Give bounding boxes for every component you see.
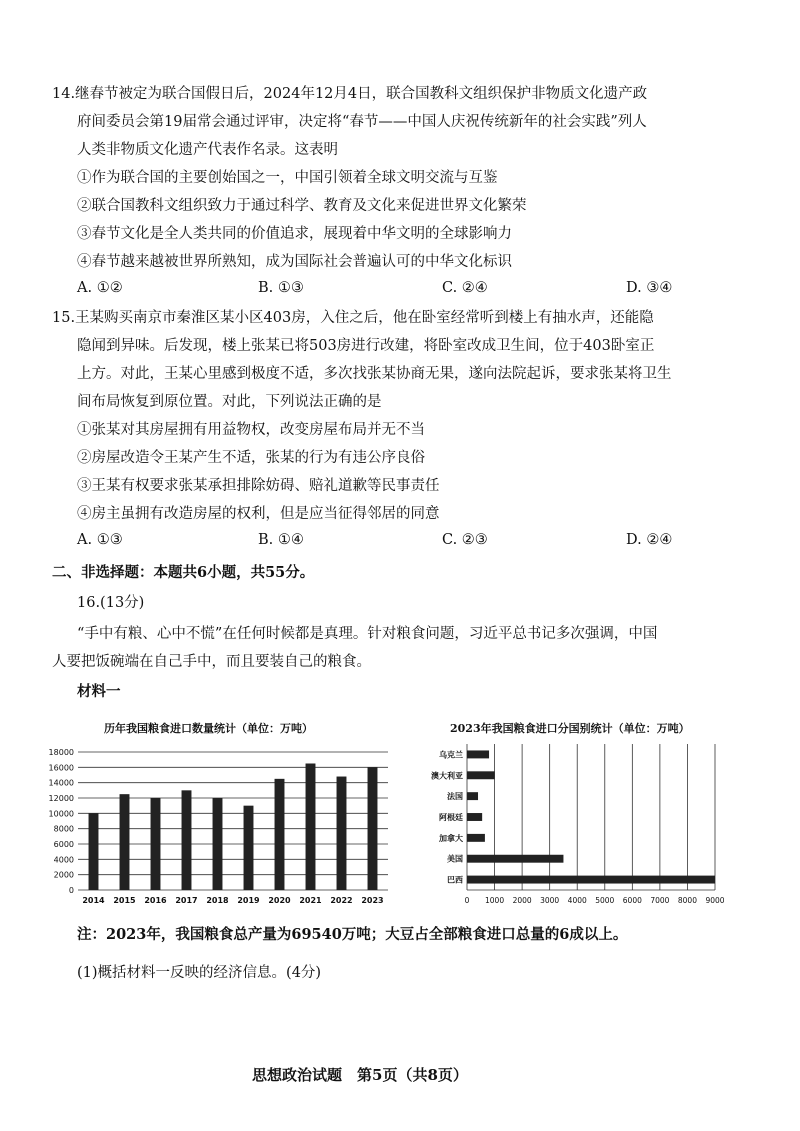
q14-option-a[interactable]: A. ①②: [77, 280, 123, 296]
chart1-y-tick-label: 4000: [53, 855, 74, 865]
chart2-y-tick-label: 澳大利亚: [431, 771, 463, 781]
q15-item-1: ①张某对其房屋拥有用益物权，改变房屋布局并无不当: [77, 422, 425, 438]
chart1-y-tick-label: 16000: [48, 763, 74, 773]
q16-intro-1: “手中有粮、心中不慌”在任何时候都是真理。针对粮食问题，习近平总书记多次强调，中国: [77, 626, 658, 642]
chart1-bar-2023: [368, 767, 378, 890]
page-footer: 思想政治试题 第5页（共8页）: [252, 1066, 468, 1084]
q15-line-4: 间布局恢复到原位置。对此，下列说法正确的是: [77, 394, 382, 410]
chart1-y-tick-label: 10000: [48, 809, 74, 819]
q14-line-1: 14.继春节被定为联合国假日后，2024年12月4日，联合国教科文组织保护非物质文化遗产政: [52, 86, 648, 102]
chart2-y-tick-label: 加拿大: [439, 833, 463, 843]
chart2-x-tick-label: 8000: [677, 896, 697, 905]
chart1-y-tick-label: 18000: [48, 748, 74, 757]
q14-item-2: ②联合国教科文组织致力于通过科学、教育及文化来促进世界文化繁荣: [77, 198, 527, 214]
q16-intro-2: 人要把饭碗端在自己手中，而且要装自己的粮食。: [52, 654, 371, 670]
chart1-x-tick-label: 2015: [113, 896, 136, 905]
chart2-bar-美国: [467, 855, 563, 863]
chart1-x-tick-label: 2020: [268, 896, 291, 905]
chart1-bar-2014: [89, 813, 99, 890]
q15-line-2: 隐闻到异味。后发现，楼上张某已将503房进行改建，将卧室改成卫生间，位于403卧室正: [77, 338, 655, 354]
chart2-y-tick-label: 巴西: [447, 875, 463, 885]
chart2-y-tick-label: 美国: [447, 854, 463, 864]
chart1-bar-2017: [182, 790, 192, 890]
chart2-bar-乌克兰: [467, 750, 489, 758]
chart2-title: 2023年我国粮食进口分国别统计（单位：万吨）: [450, 722, 690, 735]
q16-sub-1: (1)概括材料一反映的经济信息。(4分): [77, 965, 322, 981]
q15-line-1: 15.王某购买南京市秦淮区某小区403房，入住之后，他在卧室经常听到楼上有抽水声，还能隐: [52, 310, 654, 326]
chart2-x-tick-label: 2000: [512, 896, 532, 905]
chart2-x-tick-label: 0: [464, 896, 470, 905]
q14-item-4: ④春节越来越被世界所熟知，成为国际社会普遍认可的中华文化标识: [77, 254, 512, 270]
chart2-x-tick-label: 5000: [595, 896, 615, 905]
q16-number: 16.(13分): [77, 595, 145, 611]
chart1-x-tick-label: 2021: [299, 896, 322, 905]
q14-line-2: 府间委员会第19届常会通过评审，决定将“春节——中国人庆祝传统新年的社会实践”列人: [77, 114, 647, 130]
chart1-x-tick-label: 2023: [361, 896, 384, 905]
q15-option-a[interactable]: A. ①③: [77, 532, 123, 548]
chart2: [415, 740, 735, 915]
q14-option-c[interactable]: C. ②④: [442, 280, 488, 296]
section-heading: 二、非选择题：本题共6小题，共55分。: [52, 564, 315, 581]
chart1-y-tick-label: 14000: [48, 778, 74, 788]
q15-item-4: ④房主虽拥有改造房屋的权利，但是应当征得邻居的同意: [77, 506, 440, 522]
q14-line-3: 人类非物质文化遗产代表作名录。这表明: [77, 142, 338, 158]
chart2-y-tick-label: 阿根廷: [439, 813, 463, 822]
chart1-title: 历年我国粮食进口数量统计（单位：万吨）: [104, 722, 313, 735]
q14-option-d[interactable]: D. ③④: [626, 280, 673, 296]
chart2-bar-巴西: [467, 876, 715, 884]
chart1-bar-2016: [151, 798, 161, 890]
q15-item-3: ③王某有权要求张某承担排除妨碍、赔礼道歉等民事责任: [77, 478, 440, 494]
chart1-bar-2021: [306, 764, 316, 891]
q15-option-b[interactable]: B. ①④: [258, 532, 304, 548]
q16-note: 注：2023年，我国粮食总产量为69540万吨；大豆占全部粮食进口总量的6成以上。: [77, 926, 628, 943]
chart1-y-tick-label: 0: [68, 886, 74, 895]
q15-option-c[interactable]: C. ②③: [442, 532, 488, 548]
chart2-x-tick-label: 4000: [567, 896, 587, 905]
chart2-x-tick-label: 6000: [622, 896, 642, 905]
chart2-bar-法国: [467, 792, 478, 800]
material-label: 材料一: [77, 683, 121, 700]
chart2-x-tick-label: 3000: [540, 896, 560, 905]
chart1-x-tick-label: 2019: [237, 896, 260, 905]
chart2-x-tick-label: 1000: [485, 896, 505, 905]
q15-option-d[interactable]: D. ②④: [626, 532, 673, 548]
chart1-bar-2019: [244, 806, 254, 890]
chart1: [40, 740, 400, 915]
q14-item-1: ①作为联合国的主要创始国之一，中国引领着全球文明交流与互鉴: [77, 170, 498, 186]
q14-item-3: ③春节文化是全人类共同的价值追求，展现着中华文明的全球影响力: [77, 226, 512, 242]
q15-item-2: ②房屋改造令王某产生不适，张某的行为有违公序良俗: [77, 450, 425, 466]
chart2-bar-澳大利亚: [467, 771, 495, 779]
chart2-y-tick-label: 法国: [447, 792, 463, 802]
chart1-y-tick-label: 2000: [53, 870, 74, 880]
chart1-y-tick-label: 12000: [48, 794, 74, 803]
chart1-x-tick-label: 2016: [144, 896, 167, 905]
chart1-x-tick-label: 2017: [175, 896, 198, 905]
chart1-x-tick-label: 2018: [206, 896, 229, 905]
chart1-bar-2022: [337, 777, 347, 890]
q15-line-3: 上方。对此，王某心里感到极度不适，多次找张某协商无果，遂向法院起诉，要求张某将卫生: [77, 366, 672, 382]
chart1-bar-2015: [120, 794, 130, 890]
chart1-x-tick-label: 2014: [82, 896, 105, 905]
chart2-bar-加拿大: [467, 834, 485, 842]
chart1-bar-2020: [275, 779, 285, 890]
chart2-y-tick-label: 乌克兰: [439, 750, 463, 760]
chart1-bar-2018: [213, 798, 223, 890]
chart1-x-tick-label: 2022: [330, 896, 353, 905]
chart2-x-tick-label: 7000: [650, 896, 670, 905]
chart1-y-tick-label: 6000: [53, 840, 74, 849]
chart2-bar-阿根廷: [467, 813, 482, 821]
chart1-y-tick-label: 8000: [53, 824, 74, 834]
q14-option-b[interactable]: B. ①③: [258, 280, 304, 296]
chart2-x-tick-label: 9000: [705, 896, 725, 905]
